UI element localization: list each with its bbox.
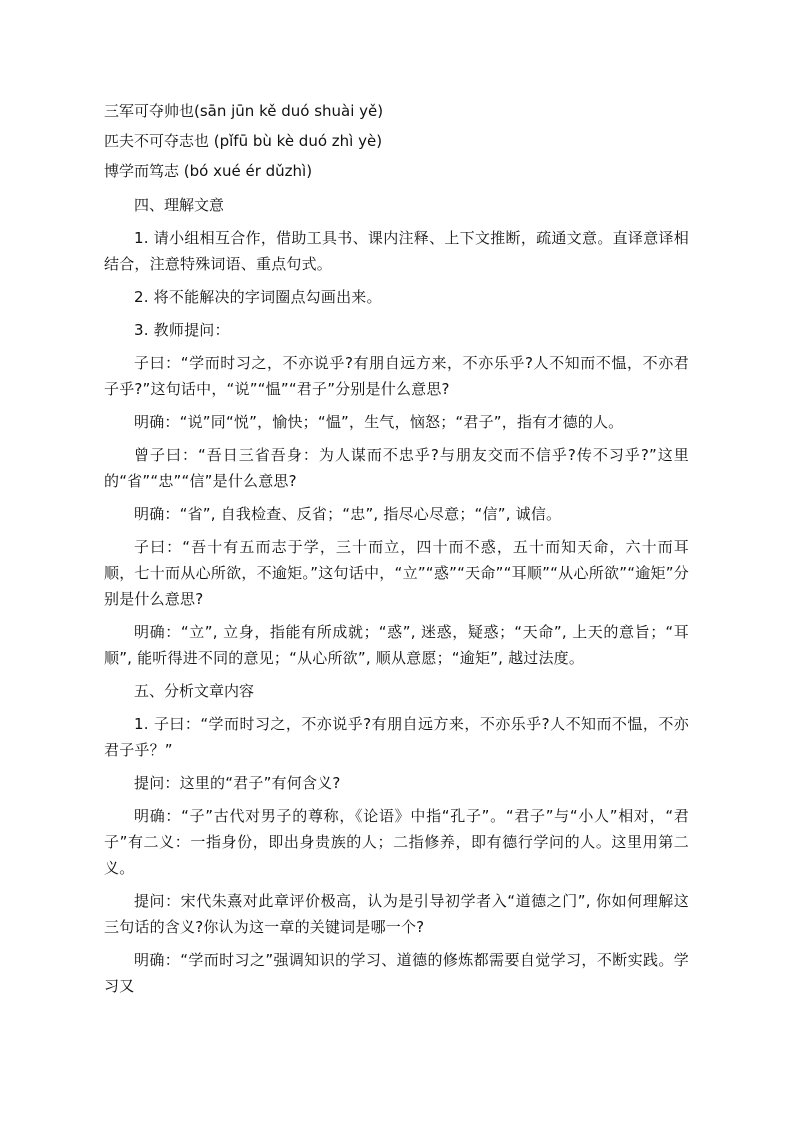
pinyin-line-2: 匹夫不可夺志也 (pǐfū bù kè duó zhì yè) (104, 132, 383, 150)
section-5-answer-2: 明确：“学而时习之”强调知识的学习、道德的修炼都需要自觉学习，不断实践。学习又 (104, 951, 689, 995)
section-5-item-1: 1. 子曰：“学而时习之，不亦说乎?有朋自远方来，不亦乐乎?人不知而不愠，不亦君子乎？” (104, 715, 689, 759)
question-2: 曾子曰：“吾日三省吾身：为人谋而不忠乎?与朋友交而不信乎?传不习乎?”这里的“省”“忠”“信”是什么意思? (104, 446, 689, 490)
answer-1: 明确：“说”同“悦”，愉快；“愠”，生气，恼怒；“君子”，指有才德的人。 (134, 413, 624, 431)
section-4-item-3: 3. 教师提问： (134, 321, 230, 339)
section-5-answer-1: 明确：“子”古代对男子的尊称，《论语》中指“孔子”。“君子”与“小人”相对，“君子”有二义：一指身份，即出身贵族的人；二指修养，即有德行学问的人。这里用第二义。 (104, 807, 689, 877)
pinyin-line-3: 博学而笃志 (bó xué ér dǔzhì) (104, 162, 313, 180)
section-5-question-2: 提问：宋代朱熹对此章评价极高，认为是引导初学者入“道德之门”, 你如何理解这三句话的含义?你认为这一章的关键词是哪一个? (104, 892, 689, 936)
answer-3: 明确：“立”, 立身，指能有所成就；“惑”, 迷惑，疑惑；“天命”, 上天的意旨；“耳顺”, 能听得进不同的意见；“从心所欲”, 顺从意愿；“逾矩”, 越过法度。 (104, 623, 689, 667)
section-5-heading: 五、分析文章内容 (134, 682, 255, 700)
pinyin-line-1: 三军可夺帅也(sān jūn kě duó shuài yě) (104, 102, 384, 120)
section-4-item-2: 2. 将不能解决的字词圈点勾画出来。 (134, 288, 382, 306)
question-1: 子曰：“学而时习之，不亦说乎?有朋自远方来，不亦乐乎?人不知而不愠，不亦君子乎?”这句话中，“说”“愠”“君子”分别是什么意思? (104, 354, 689, 398)
question-3: 子曰：“吾十有五而志于学，三十而立，四十而不惑，五十而知天命，六十而耳顺，七十而从心所欲，不逾矩。”这句话中，“立”“惑”“天命”“耳顺”“从心所欲”“逾矩”分别是什么意思? (104, 538, 689, 608)
document-body (104, 96, 689, 1006)
answer-2: 明确：“省”, 自我检查、反省；“忠”, 指尽心尽意；“信”, 诚信。 (134, 505, 562, 523)
section-4-item-1: 1. 请小组相互合作，借助工具书、课内注释、上下文推断，疏通文意。直译意译相结合，注意特殊词语、重点句式。 (104, 229, 689, 273)
section-4-heading: 四、理解文意 (134, 196, 225, 214)
section-5-question-1: 提问：这里的“君子”有何含义? (134, 774, 341, 792)
